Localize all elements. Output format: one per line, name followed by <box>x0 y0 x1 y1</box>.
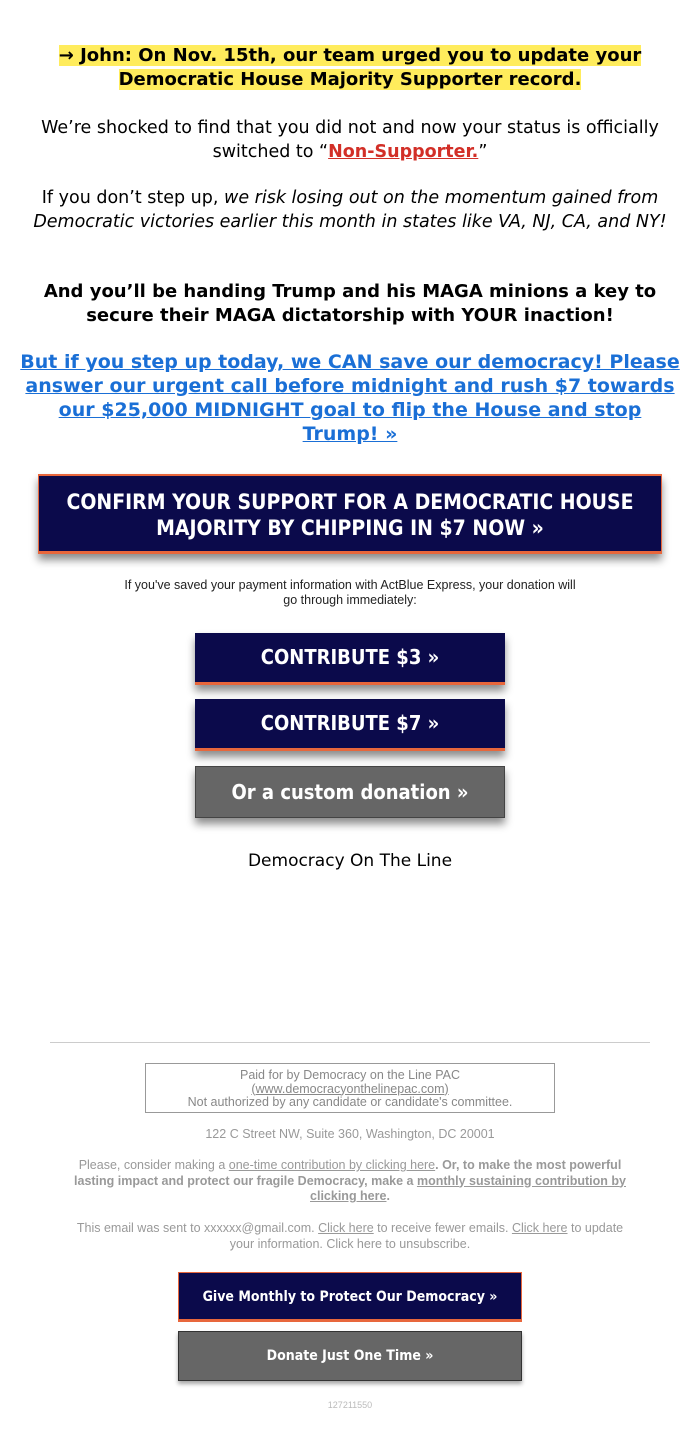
confirm-support-button[interactable]: CONFIRM YOUR SUPPORT FOR A DEMOCRATIC HOUSE MAJORITY BY CHIPPING IN $7 NOW » <box>38 474 662 554</box>
contribution-options-text <box>70 1158 630 1205</box>
sent-prefix: This email was sent to xxxxxx@gmail.com. <box>76 1221 319 1235</box>
monthly-contribution-link[interactable]: monthly sustaining contribution by clicking here <box>310 1173 626 1203</box>
contribute-3-button[interactable]: CONTRIBUTE $3 » <box>195 633 505 685</box>
sent-mid: to receive fewer emails. <box>373 1221 512 1235</box>
pac-website-link[interactable]: (www.democracyonthelinepac.com) <box>251 1081 449 1096</box>
signature: Democracy On The Line <box>247 851 453 871</box>
fewer-emails-link[interactable]: Click here <box>318 1221 374 1235</box>
one-time-contribution-link[interactable]: one-time contribution by clicking here <box>228 1158 436 1172</box>
donate-one-time-button[interactable]: Donate Just One Time » <box>178 1331 522 1381</box>
please-mid: . Or, to make the most powerful lasting impact and protect our fragile Democracy, make a <box>74 1158 622 1188</box>
please-prefix: Please, consider making a <box>78 1158 229 1172</box>
not-authorized-line: Not authorized by any candidate or candidate's committee. <box>187 1095 513 1109</box>
momentum-italic: we risk losing out on the momentum gained from Democratic victories earlier this month in states like VA, NJ, CA, and NY! <box>33 188 667 232</box>
please-end: . <box>386 1189 390 1203</box>
give-monthly-button[interactable]: Give Monthly to Protect Our Democracy » <box>178 1272 522 1322</box>
momentum-paragraph <box>20 186 680 234</box>
status-text-after: ” <box>478 142 488 162</box>
custom-donation-button[interactable]: Or a custom donation » <box>195 766 505 818</box>
lead-highlight: → John: On Nov. 15th, our team urged you to update your Democratic House Majority Supporter record. <box>58 45 642 90</box>
warning-paragraph: And you’ll be handing Trump and his MAGA minions a key to secure their MAGA dictatorship with YOUR inaction! <box>43 281 657 326</box>
paid-for-line: Paid for by Democracy on the Line PAC <box>239 1068 460 1082</box>
status-link[interactable]: Non-Supporter. <box>328 142 479 162</box>
status-paragraph <box>20 116 680 164</box>
paid-for-disclaimer <box>145 1063 555 1113</box>
cta-link[interactable]: But if you step up today, we CAN save our democracy! Please answer our urgent call before midnight and rush $7 towards our $25,000 MIDNIGHT goal to flip the House and stop Trump! » <box>20 351 680 445</box>
mailing-address: 122 C Street NW, Suite 360, Washington, DC 20001 <box>205 1127 495 1141</box>
contribute-7-button[interactable]: CONTRIBUTE $7 » <box>195 699 505 751</box>
momentum-plain: If you don’t step up, <box>41 188 224 208</box>
status-text-before: We’re shocked to find that you did not and now your status is officially switched to “ <box>41 118 659 162</box>
update-info-link[interactable]: Click here <box>511 1221 568 1235</box>
actblue-express-note: If you've saved your payment information with ActBlue Express, your donation will go through immediately: <box>124 578 576 607</box>
tracking-code: 127211550 <box>327 1400 373 1410</box>
lead-headline <box>20 44 680 92</box>
email-sent-notice <box>70 1221 630 1252</box>
footer-divider <box>50 1042 650 1043</box>
sent-end: to update your information. Click here to unsubscribe. <box>229 1221 624 1251</box>
